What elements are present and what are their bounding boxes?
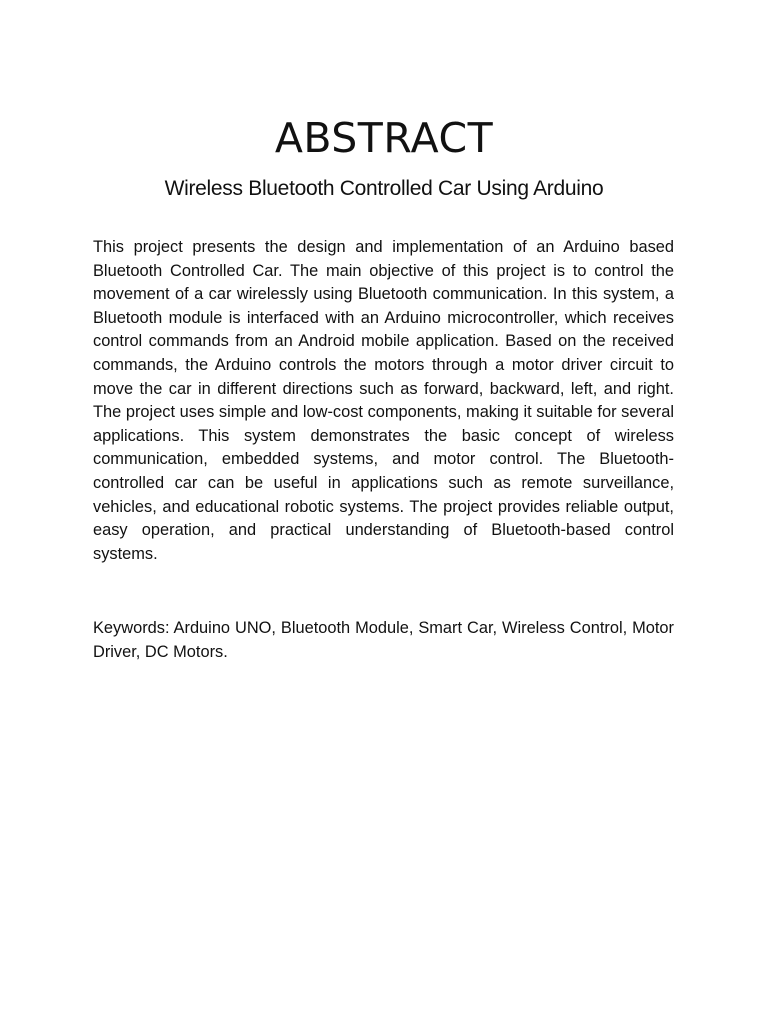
document-subtitle: Wireless Bluetooth Controlled Car Using Arduino [164,177,604,200]
page-title: ABSTRACT [274,114,494,162]
abstract-paragraph: This project presents the design and implementation of an Arduino based Bluetooth Controlled Car. The main objective of this project is to control the movement of a car wirelessly using Bluetooth communication. In this system, a Bluetooth module is interfaced with an Arduino microcontroller, which receives control commands from an Android mobile application. Based on the received commands, the Arduino controls the motors through a motor driver circuit to move the car in different directions such as forward, backward, left, and right. The project uses simple and low-cost components, making it suitable for several applications. This system demonstrates the basic concept of wireless communication, embedded systems, and motor control. The Bluetooth-controlled car can be useful in applications such as remote surveillance, vehicles, and educational robotic systems. The project provides reliable output, easy operation, and practical understanding of Bluetooth-based control systems. [93,238,674,563]
keywords-paragraph: Keywords: Arduino UNO, Bluetooth Module, Smart Car, Wireless Control, Motor Driver, DC Motors. [93,619,674,661]
